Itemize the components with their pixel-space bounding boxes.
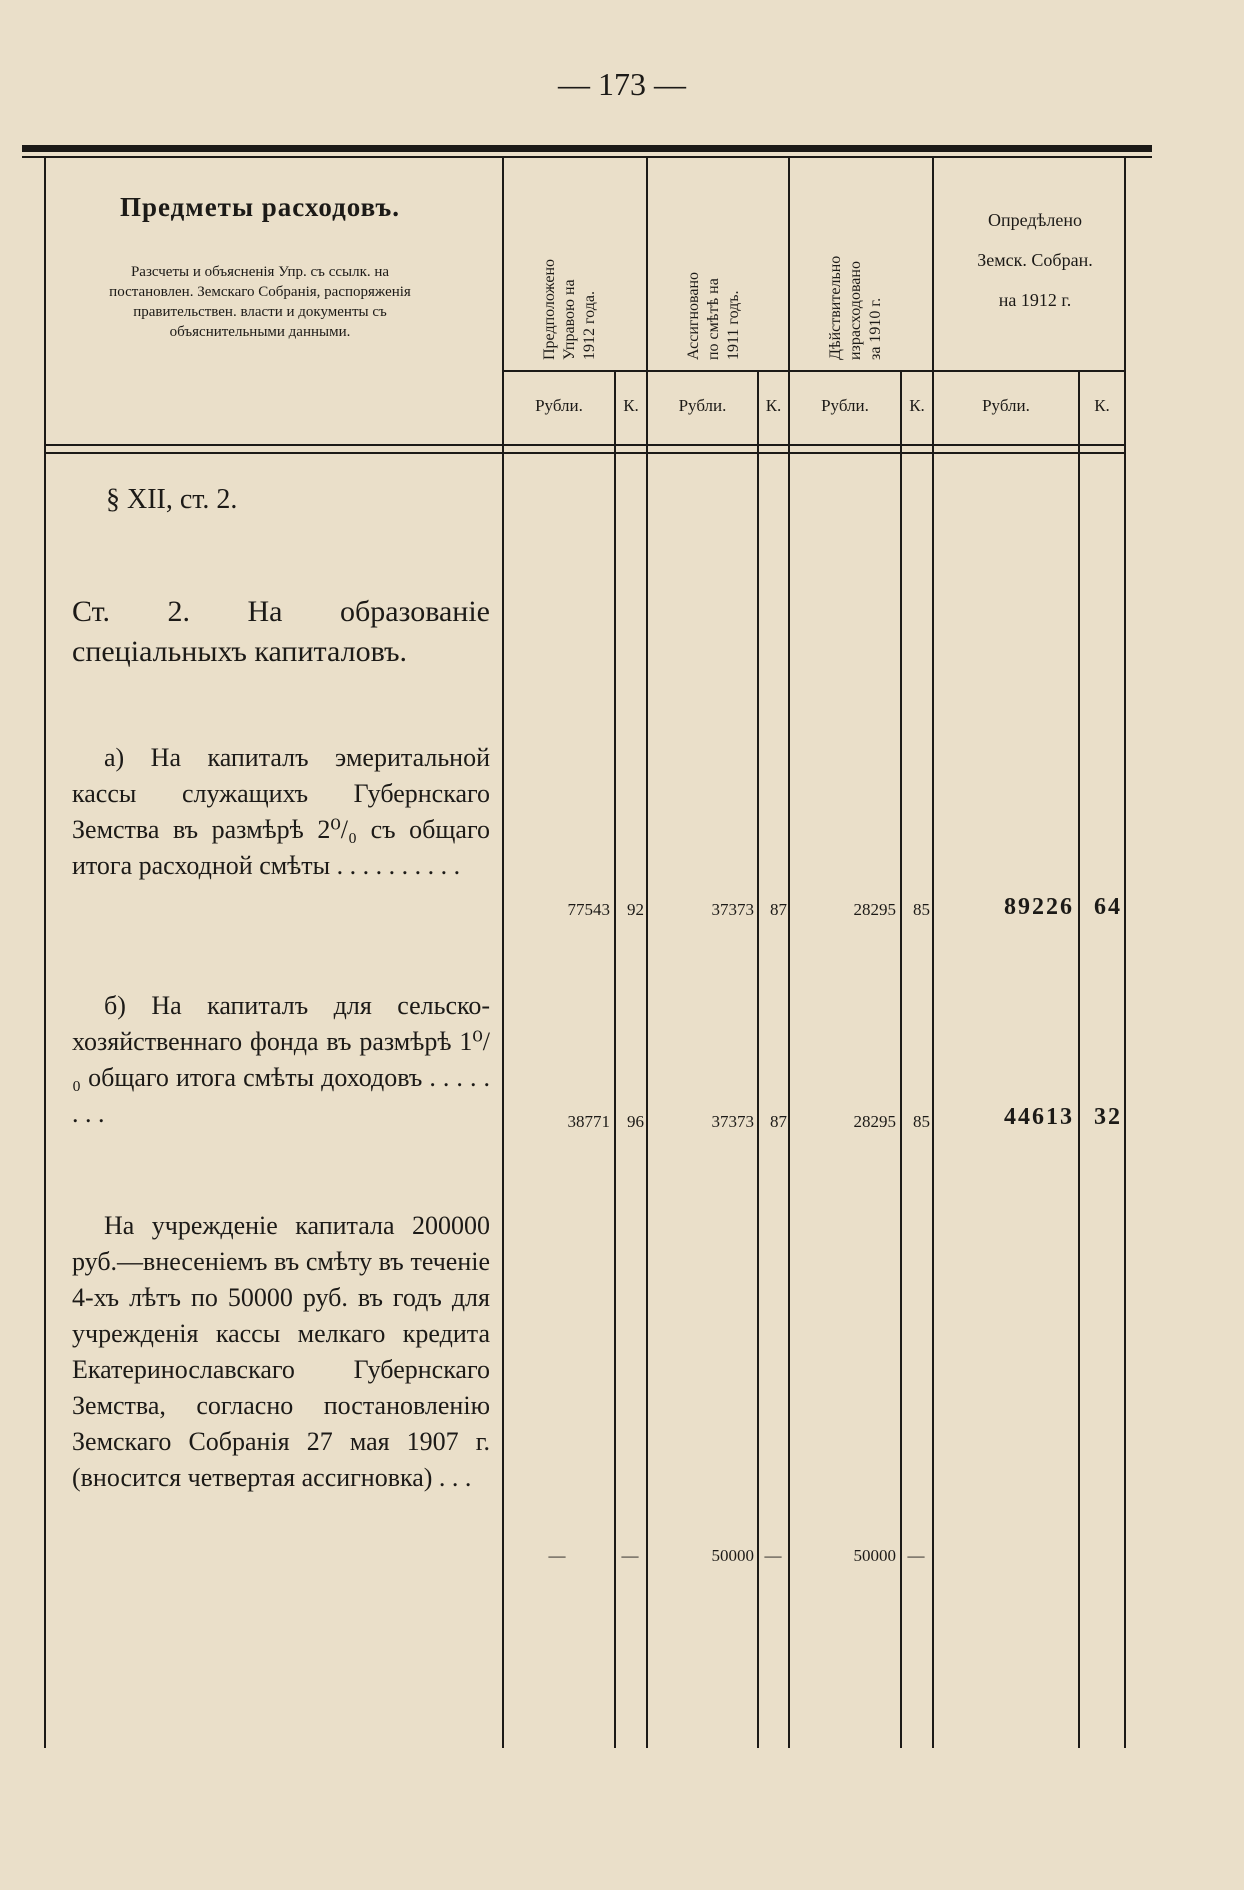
row-total: 89226 bbox=[1004, 894, 1074, 920]
header-bottom-rule-2 bbox=[44, 452, 1124, 454]
row-value: 87 bbox=[770, 900, 787, 919]
rub-label: Рубли. bbox=[982, 396, 1030, 415]
rub-label: Рубли. bbox=[821, 396, 869, 415]
col-proposed-header: Предположено Управою на 1912 года. bbox=[541, 258, 598, 360]
row-value: 85 bbox=[913, 1112, 930, 1131]
top-rule bbox=[22, 145, 1152, 152]
column-divider bbox=[932, 156, 934, 1748]
top-rule-thin bbox=[22, 156, 1152, 158]
row-value: 37373 bbox=[711, 1112, 754, 1131]
header-description: Разсчеты и объясненія Упр. съ ссылк. на постановлен. Земскаго Собранія, распоряженія правительствен. власти и документы съ объяснительными данными. bbox=[109, 264, 411, 340]
header-bottom-rule bbox=[44, 444, 1124, 446]
row-value: 77543 bbox=[567, 900, 610, 919]
col-spent-header: Дѣйствительно израсходовано за 1910 г. bbox=[827, 255, 884, 360]
column-divider bbox=[1078, 370, 1080, 1748]
table-border-right bbox=[1124, 156, 1126, 1748]
kop-label: К. bbox=[623, 396, 639, 415]
kop-label: К. bbox=[909, 396, 925, 415]
row-value: 92 bbox=[627, 900, 644, 919]
row-value: — bbox=[907, 1546, 925, 1565]
rub-label: Рубли. bbox=[535, 396, 583, 415]
row-total-kop: 64 bbox=[1094, 894, 1122, 920]
row-value: — bbox=[764, 1546, 782, 1565]
row-value: 96 bbox=[627, 1112, 644, 1131]
row-value: 38771 bbox=[567, 1112, 610, 1131]
col-assigned-header: Ассигновано по смѣтѣ на 1911 годъ. bbox=[685, 271, 742, 360]
row-text: б) На капиталъ для сельско-хозяйственнаго фонда въ размѣрѣ 1⁰/₀ общаго итога смѣты доходовъ . . . . . . . . bbox=[72, 991, 490, 1128]
kop-label: К. bbox=[765, 396, 782, 415]
table-border-left bbox=[44, 156, 46, 1748]
header-title: Предметы расходовъ. bbox=[120, 192, 400, 222]
row-text: На учрежденіе капитала 200000 руб.—внесеніемъ въ смѣту въ теченіе 4-хъ лѣтъ по 50000 руб. въ годъ для учрежденія кассы мелкаго кредита Екатеринославскаго Губернскаго Земства, согласно постановленію Земскаго Собранія 27 мая 1907 г. (вносится четвертая ассигновка) . . . bbox=[72, 1211, 490, 1492]
row-value: 85 bbox=[913, 900, 930, 919]
section-heading: § XII, ст. 2. bbox=[106, 484, 238, 515]
row-total: 44613 bbox=[1004, 1104, 1074, 1130]
subheader-rule bbox=[502, 370, 1124, 372]
column-divider bbox=[502, 156, 504, 1748]
row-value: 37373 bbox=[711, 900, 754, 919]
rub-label: Рубли. bbox=[678, 396, 727, 415]
kop-label: К. bbox=[1094, 396, 1110, 415]
column-divider bbox=[646, 156, 648, 1748]
page-number: — 173 — bbox=[558, 66, 686, 102]
row-total-kop: 32 bbox=[1094, 1104, 1122, 1130]
row-value: 28295 bbox=[853, 900, 896, 919]
row-value: 28295 bbox=[853, 1112, 896, 1131]
row-value: — bbox=[621, 1546, 639, 1565]
column-divider bbox=[614, 370, 616, 1748]
column-divider bbox=[900, 370, 902, 1748]
column-divider bbox=[788, 156, 790, 1748]
column-divider bbox=[757, 370, 759, 1748]
row-value: 50000 bbox=[711, 1546, 754, 1565]
row-value: — bbox=[548, 1546, 566, 1565]
col-determined-header: Опредѣлено Земск. Собран. на 1912 г. bbox=[977, 210, 1093, 310]
article-heading: Ст. 2. На образованіе спеціальныхъ капиталовъ. bbox=[72, 595, 490, 668]
row-value: 87 bbox=[770, 1112, 787, 1131]
row-text: а) На капиталъ эмеритальной кассы служащихъ Губернскаго Земства въ размѣрѣ 2⁰/₀ съ общаго итога расходной смѣты . . . . . . . . . . bbox=[72, 743, 490, 880]
row-value: 50000 bbox=[853, 1546, 896, 1565]
